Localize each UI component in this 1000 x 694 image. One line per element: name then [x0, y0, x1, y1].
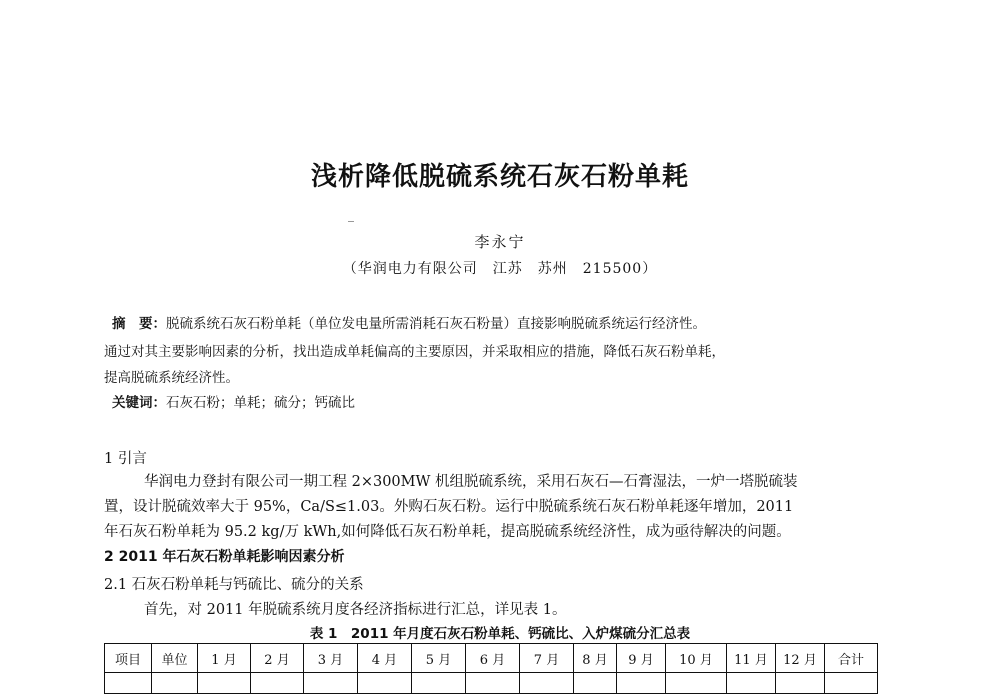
- section-2-1-line-1: 首先，对 2011 年脱硫系统月度各经济指标进行汇总，详见表 1。: [144, 602, 567, 618]
- table-row: [105, 673, 878, 694]
- section-2-heading: 2 2011 年石灰石粉单耗影响因素分析: [104, 549, 345, 565]
- table-header-cell: 1 月: [198, 644, 251, 673]
- section-1-line-2: 置，设计脱硫效率大于 95%，Ca/S≤1.03。外购石灰石粉。运行中脱硫系统石灰石粉单耗逐年增加，2011: [104, 499, 794, 515]
- section-1-line-3: 年石灰石粉单耗为 95.2 kg/万 kWh,如何降低石灰石粉单耗，提高脱硫系统经济性，成为亟待解决的问题。: [104, 524, 791, 540]
- table-header-cell: 4 月: [358, 644, 412, 673]
- data-table: [104, 643, 878, 694]
- table-header-cell: 10 月: [666, 644, 727, 673]
- table-header-cell: 8 月: [574, 644, 617, 673]
- section-1-heading: 1 引言: [104, 451, 147, 467]
- table-header-row: [105, 644, 878, 673]
- author-name: 李永宁: [474, 233, 526, 251]
- keywords-text: 石灰石粉；单耗；硫分；钙硫比: [166, 395, 355, 411]
- abstract-text-1: 脱硫系统石灰石粉单耗（单位发电量所需消耗石灰石粉量）直接影响脱硫系统运行经济性。: [166, 316, 706, 332]
- paper-title: 浅析降低脱硫系统石灰石粉单耗: [310, 162, 689, 192]
- keywords-line: [112, 391, 355, 411]
- table-caption: 表 1 2011 年月度石灰石粉单耗、钙硫比、入炉煤硫分汇总表: [309, 626, 691, 642]
- abstract-line-1: [112, 312, 706, 332]
- table-header-cell: 3 月: [304, 644, 358, 673]
- separator-mark: [348, 221, 354, 222]
- table-header-cell: 项目: [105, 644, 152, 673]
- table-header-cell: 9 月: [617, 644, 666, 673]
- table-header-cell: 2 月: [251, 644, 304, 673]
- table-header-cell: 11 月: [727, 644, 776, 673]
- abstract-line-3: 提高脱硫系统经济性。: [104, 370, 239, 386]
- abstract-line-2: 通过对其主要影响因素的分析，找出造成单耗偏高的主要原因，并采取相应的措施，降低石灰石粉单耗，: [104, 344, 725, 360]
- section-1-line-1: 华润电力登封有限公司一期工程 2×300MW 机组脱硫系统，采用石灰石—石膏湿法，一炉一塔脱硫装: [144, 474, 798, 490]
- keywords-label: 关键词：: [112, 395, 166, 411]
- table-header-cell: 5 月: [412, 644, 466, 673]
- table-header-cell: 7 月: [520, 644, 574, 673]
- table-header-cell: 合计: [825, 644, 878, 673]
- author-affiliation: （华润电力有限公司 江苏 苏州 215500）: [342, 261, 658, 277]
- section-2-1-heading: 2.1 石灰石粉单耗与钙硫比、硫分的关系: [104, 577, 364, 593]
- table-header-cell: 单位: [152, 644, 198, 673]
- table-header-cell: 6 月: [466, 644, 520, 673]
- abstract-label: 摘 要：: [112, 316, 166, 332]
- table-header-cell: 12 月: [776, 644, 825, 673]
